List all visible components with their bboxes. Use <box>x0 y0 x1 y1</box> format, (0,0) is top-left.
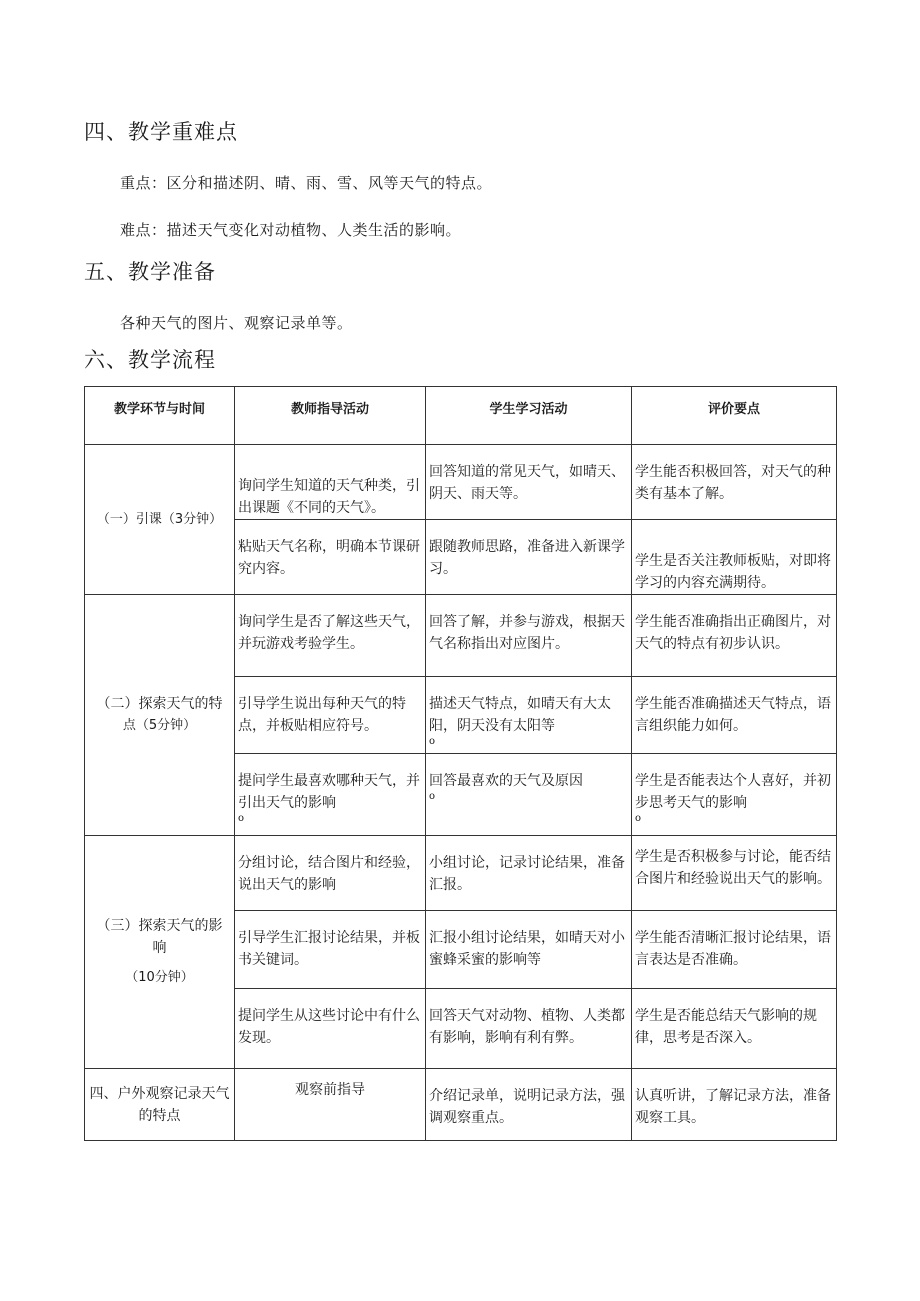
paragraph-mark: o <box>635 813 642 824</box>
difficult-point-text: 难点：描述天气变化对动植物、人类生活的影响。 <box>120 221 462 239</box>
stage-4-cell: 四、户外观察记录天气的特点 <box>85 1069 235 1141</box>
stage-1-cell <box>85 445 235 595</box>
teacher-activity <box>235 754 426 836</box>
stage-3-label-line2: 响 <box>152 940 167 956</box>
evaluation-point: 学生能否清晰汇报讨论结果，语言表达是否准确。 <box>632 911 837 989</box>
teacher-activity-text: 提问学生最喜欢哪种天气，并引出天气的影响 <box>238 773 420 811</box>
paragraph-mark: o <box>238 813 245 824</box>
stage-2-label-line1: （二）探索天气的特 <box>96 696 223 712</box>
student-activity: 跟随教师思路，准备进入新课学习。 <box>426 520 632 595</box>
paragraph-mark: o <box>429 791 436 802</box>
evaluation-point: 学生是否关注教师板贴，对即将学习的内容充满期待。 <box>632 520 837 595</box>
evaluation-point: 学生能否准确指出正确图片，对天气的特点有初步认识。 <box>632 595 837 677</box>
section-title-difficulties: 四、教学重难点 <box>84 120 238 144</box>
teacher-activity: 询问学生知道的天气种类，引出课题《不同的天气》。 <box>235 445 426 520</box>
student-activity <box>426 754 632 836</box>
header-teacher: 教师指导活动 <box>235 387 426 445</box>
teaching-procedure-table <box>84 386 837 1141</box>
teacher-activity: 粘贴天气名称，明确本节课研究内容。 <box>235 520 426 595</box>
table-row <box>85 445 837 520</box>
stage-3-label-line3: （10分钟） <box>125 970 194 985</box>
stage-2-cell <box>85 595 235 836</box>
student-activity-text: 描述天气特点，如晴天有大太阳，阴天没有太阳等 <box>429 696 611 734</box>
evaluation-point <box>632 754 837 836</box>
header-student: 学生学习活动 <box>426 387 632 445</box>
student-activity: 介绍记录单，说明记录方法，强调观察重点。 <box>426 1069 632 1141</box>
teacher-activity: 观察前指导 <box>235 1069 426 1141</box>
teacher-activity: 引导学生汇报讨论结果，并板书关键词。 <box>235 911 426 989</box>
section-title-procedure: 六、教学流程 <box>84 348 216 372</box>
student-activity: 回答了解，并参与游戏，根据天气名称指出对应图片。 <box>426 595 632 677</box>
student-activity-text: 回答最喜欢的天气及原因 <box>429 773 583 789</box>
section-title-preparation: 五、教学准备 <box>84 260 216 284</box>
evaluation-point: 认真听讲，了解记录方法，准备观察工具。 <box>632 1069 837 1141</box>
student-activity: 汇报小组讨论结果，如晴天对小蜜蜂采蜜的影响等 <box>426 911 632 989</box>
evaluation-point: 学生能否积极回答，对天气的种类有基本了解。 <box>632 445 837 520</box>
stage-2-label-line2: 点（5分钟） <box>122 718 197 733</box>
evaluation-point: 学生是否积极参与讨论，能否结合图片和经验说出天气的影响。 <box>632 836 837 911</box>
stage-3-cell <box>85 836 235 1069</box>
teacher-activity: 提问学生从这些讨论中有什么发现。 <box>235 989 426 1069</box>
evaluation-point: 学生能否准确描述天气特点，语言组织能力如何。 <box>632 677 837 754</box>
key-point-text: 重点：区分和描述阴、晴、雨、雪、风等天气的特点。 <box>120 174 493 192</box>
teacher-activity: 询问学生是否了解这些天气，并玩游戏考验学生。 <box>235 595 426 677</box>
table-row <box>85 595 837 677</box>
evaluation-point-text: 学生是否能表达个人喜好，并初步思考天气的影响 <box>635 773 831 811</box>
header-stage: 教学环节与时间 <box>85 387 235 445</box>
student-activity <box>426 677 632 754</box>
student-activity: 回答天气对动物、植物、人类都有影响，影响有利有弊。 <box>426 989 632 1069</box>
header-evaluation: 评价要点 <box>632 387 837 445</box>
evaluation-point: 学生是否能总结天气影响的规律，思考是否深入。 <box>632 989 837 1069</box>
teacher-activity: 分组讨论，结合图片和经验，说出天气的影响 <box>235 836 426 911</box>
table-row <box>85 836 837 911</box>
student-activity: 回答知道的常见天气，如晴天、阴天、雨天等。 <box>426 445 632 520</box>
preparation-text: 各种天气的图片、观察记录单等。 <box>120 314 353 332</box>
student-activity: 小组讨论，记录讨论结果，准备汇报。 <box>426 836 632 911</box>
table-header-row <box>85 387 837 445</box>
teacher-activity: 引导学生说出每种天气的特点，并板贴相应符号。 <box>235 677 426 754</box>
table-row <box>85 1069 837 1141</box>
stage-1-label: （一）引课（3分钟） <box>96 512 223 527</box>
paragraph-mark: o <box>429 736 436 747</box>
stage-3-label-line1: （三）探索天气的影 <box>96 918 223 934</box>
